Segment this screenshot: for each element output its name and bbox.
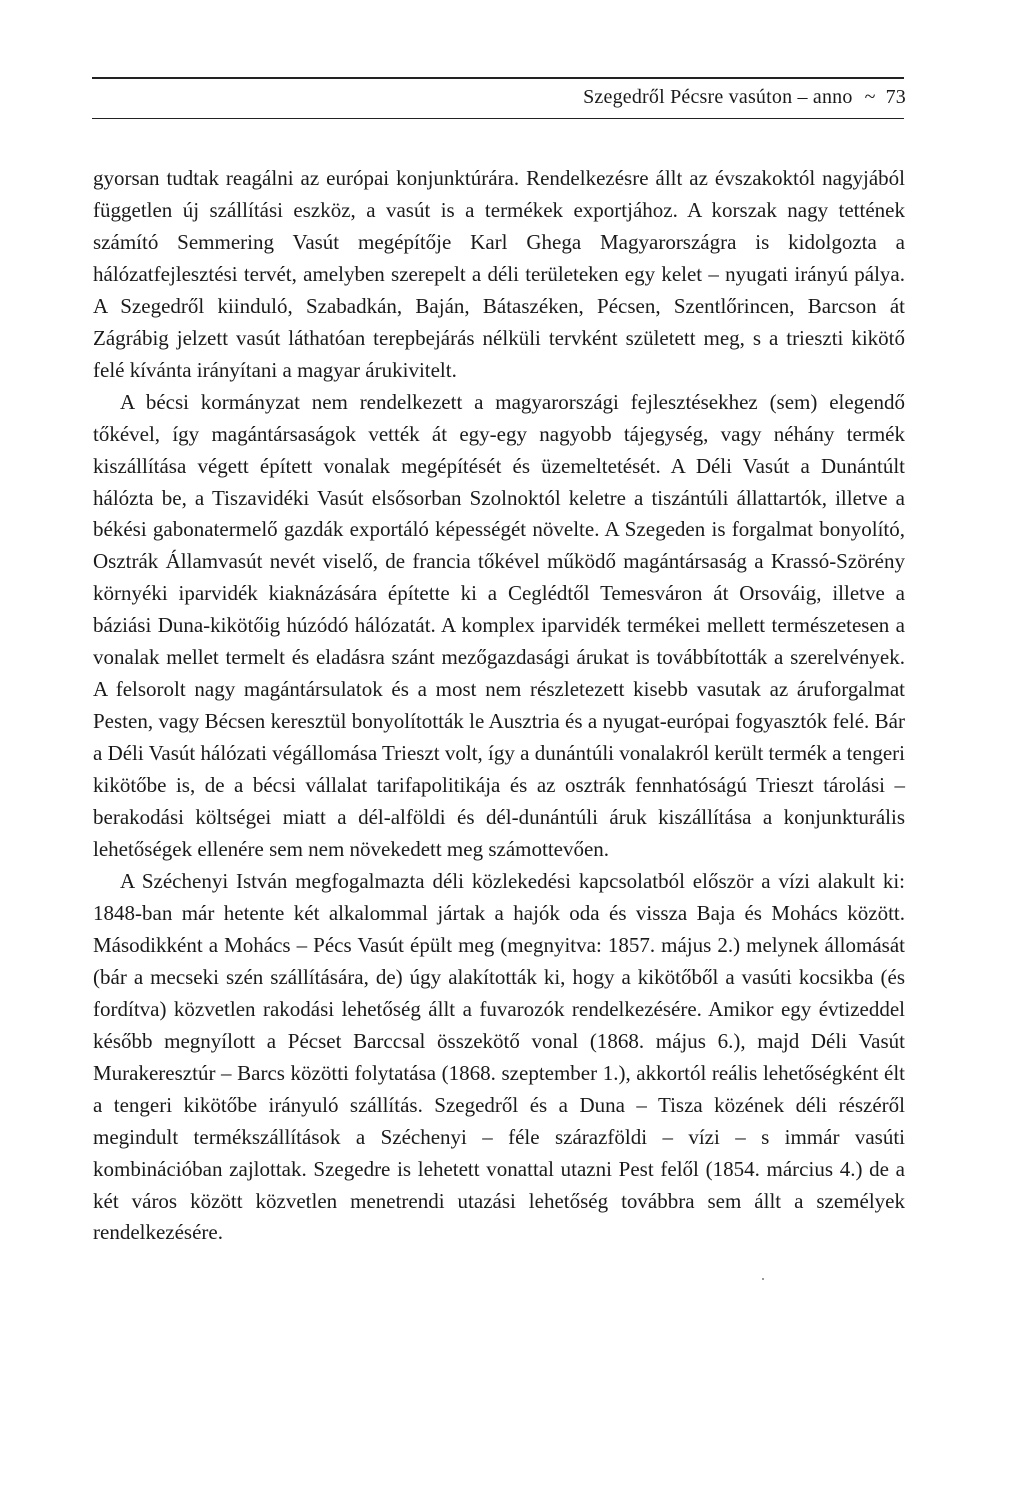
header-top-rule (92, 77, 904, 79)
body-text (93, 163, 905, 1249)
paragraph-2: A bécsi kormányzat nem rendelkezett a magyarországi fejlesztésekhez (sem) elegendő tőkével, így magántársaságok vették át egy-egy nagyobb tájegység, vagy néhány termék kiszállítása végett épített vonalak megépítését és üzemeltetését. A Déli Vasút a Dunántúlt hálózta be, a Tiszavidéki Vasút elsősorban Szolnoktól keletre a tiszántúli állattartók, illetve a békési gabonatermelő gazdák exportáló képességét növelte. A Szegeden is forgalmat bonyolító, Osztrák Államvasút nevét viselő, de francia tőkével működő magántársaság a Krassó-Szörény környéki iparvidék kiaknázására építette ki a Ceglédtől Temesváron át Orsováig, illetve a báziási Duna-kikötőig húzódó hálózatát. A komplex iparvidék termékei mellett természetesen a vonalak mellet termelt és eladásra szánt mezőgazdasági árukat is továbbították a szerelvények. A felsorolt nagy magántársulatok és a most nem részletezett kisebb vasutak az áruforgalmat Pesten, vagy Bécsen keresztül bonyolították le Ausztria és a nyugat-európai fogyasztók felé. Bár a Déli Vasút hálózati végállomása Trieszt volt, így a dunántúli vonalakról került termék a tengeri kikötőbe is, de a bécsi vállalat tarifapolitikája és az osztrák fennhatóságú Trieszt tárolási – berakodási költségei miatt a dél-alföldi és dél-dunántúli áruk kiszállítása a konjunkturális lehetőségek ellenére sem nem növekedett meg számottevően. (93, 389, 905, 862)
header-title: Szegedről Pécsre vasúton – anno (583, 86, 853, 108)
paragraph-3: A Széchenyi István megfogalmazta déli közlekedési kapcsolatból először a vízi alakult ki: 1848-ban már hetente két alkalommal jártak a hajók oda és vissza Baja és Mohács között. Másodikként a Mohács – Pécs Vasút épült meg (megnyitva: 1857. május 2.) melynek állomását (bár a mecseki szén szállítására, de) úgy alakították ki, hogy a kikötőből a vasúti kocsikba (és fordítva) közvetlen rakodási lehetőség állt a fuvarozók rendelkezésére. Amikor egy évtizeddel később megnyílott a Pécset Barccsal összekötő vonal (1868. május 6.), majd Déli Vasút Murakeresztúr – Barcs közötti folytatása (1868. szeptember 1.), akkortól reális lehetőségként élt a tengeri kikötőbe irányuló szállítás. Szegedről és a Duna – Tisza közének déli részéről megindult termékszállítások a Széchenyi – féle szárazföldi – vízi – s immár vasúti kombinációban zajlottak. Szegedre is lehetett vonattal utazni Pest felől (1854. március 4.) de a két város között közvetlen menetrendi utazási lehetőség továbbra sem állt a személyek rendelkezésére. (93, 868, 905, 1245)
paragraph-1: gyorsan tudtak reagálni az európai konjunktúrára. Rendelkezésre állt az évszakoktól nagyjából független új szállítási eszköz, a vasút is a termékek exportjához. A korszak nagy tettének számító Semmering Vasút megépítője Karl Ghega Magyarországra is kidolgozta a hálózatfejlesztési tervét, amelyben szerepelt a déli területeken egy kelet – nyugati irányú pálya. A Szegedről kiinduló, Szabadkán, Baján, Bátaszéken, Pécsen, Szentlőrincen, Barcson át Zágrábig jelzett vasút láthatóan terepbejárás nélküli tervként született meg, s a trieszti kikötő felé kívánta irányítani a magyar árukivitelt. (93, 166, 905, 382)
header-bottom-rule (92, 118, 904, 119)
stray-mark (762, 1278, 764, 1280)
running-header (583, 86, 906, 109)
header-separator: ~ (864, 86, 876, 108)
page-number: 73 (885, 86, 906, 108)
